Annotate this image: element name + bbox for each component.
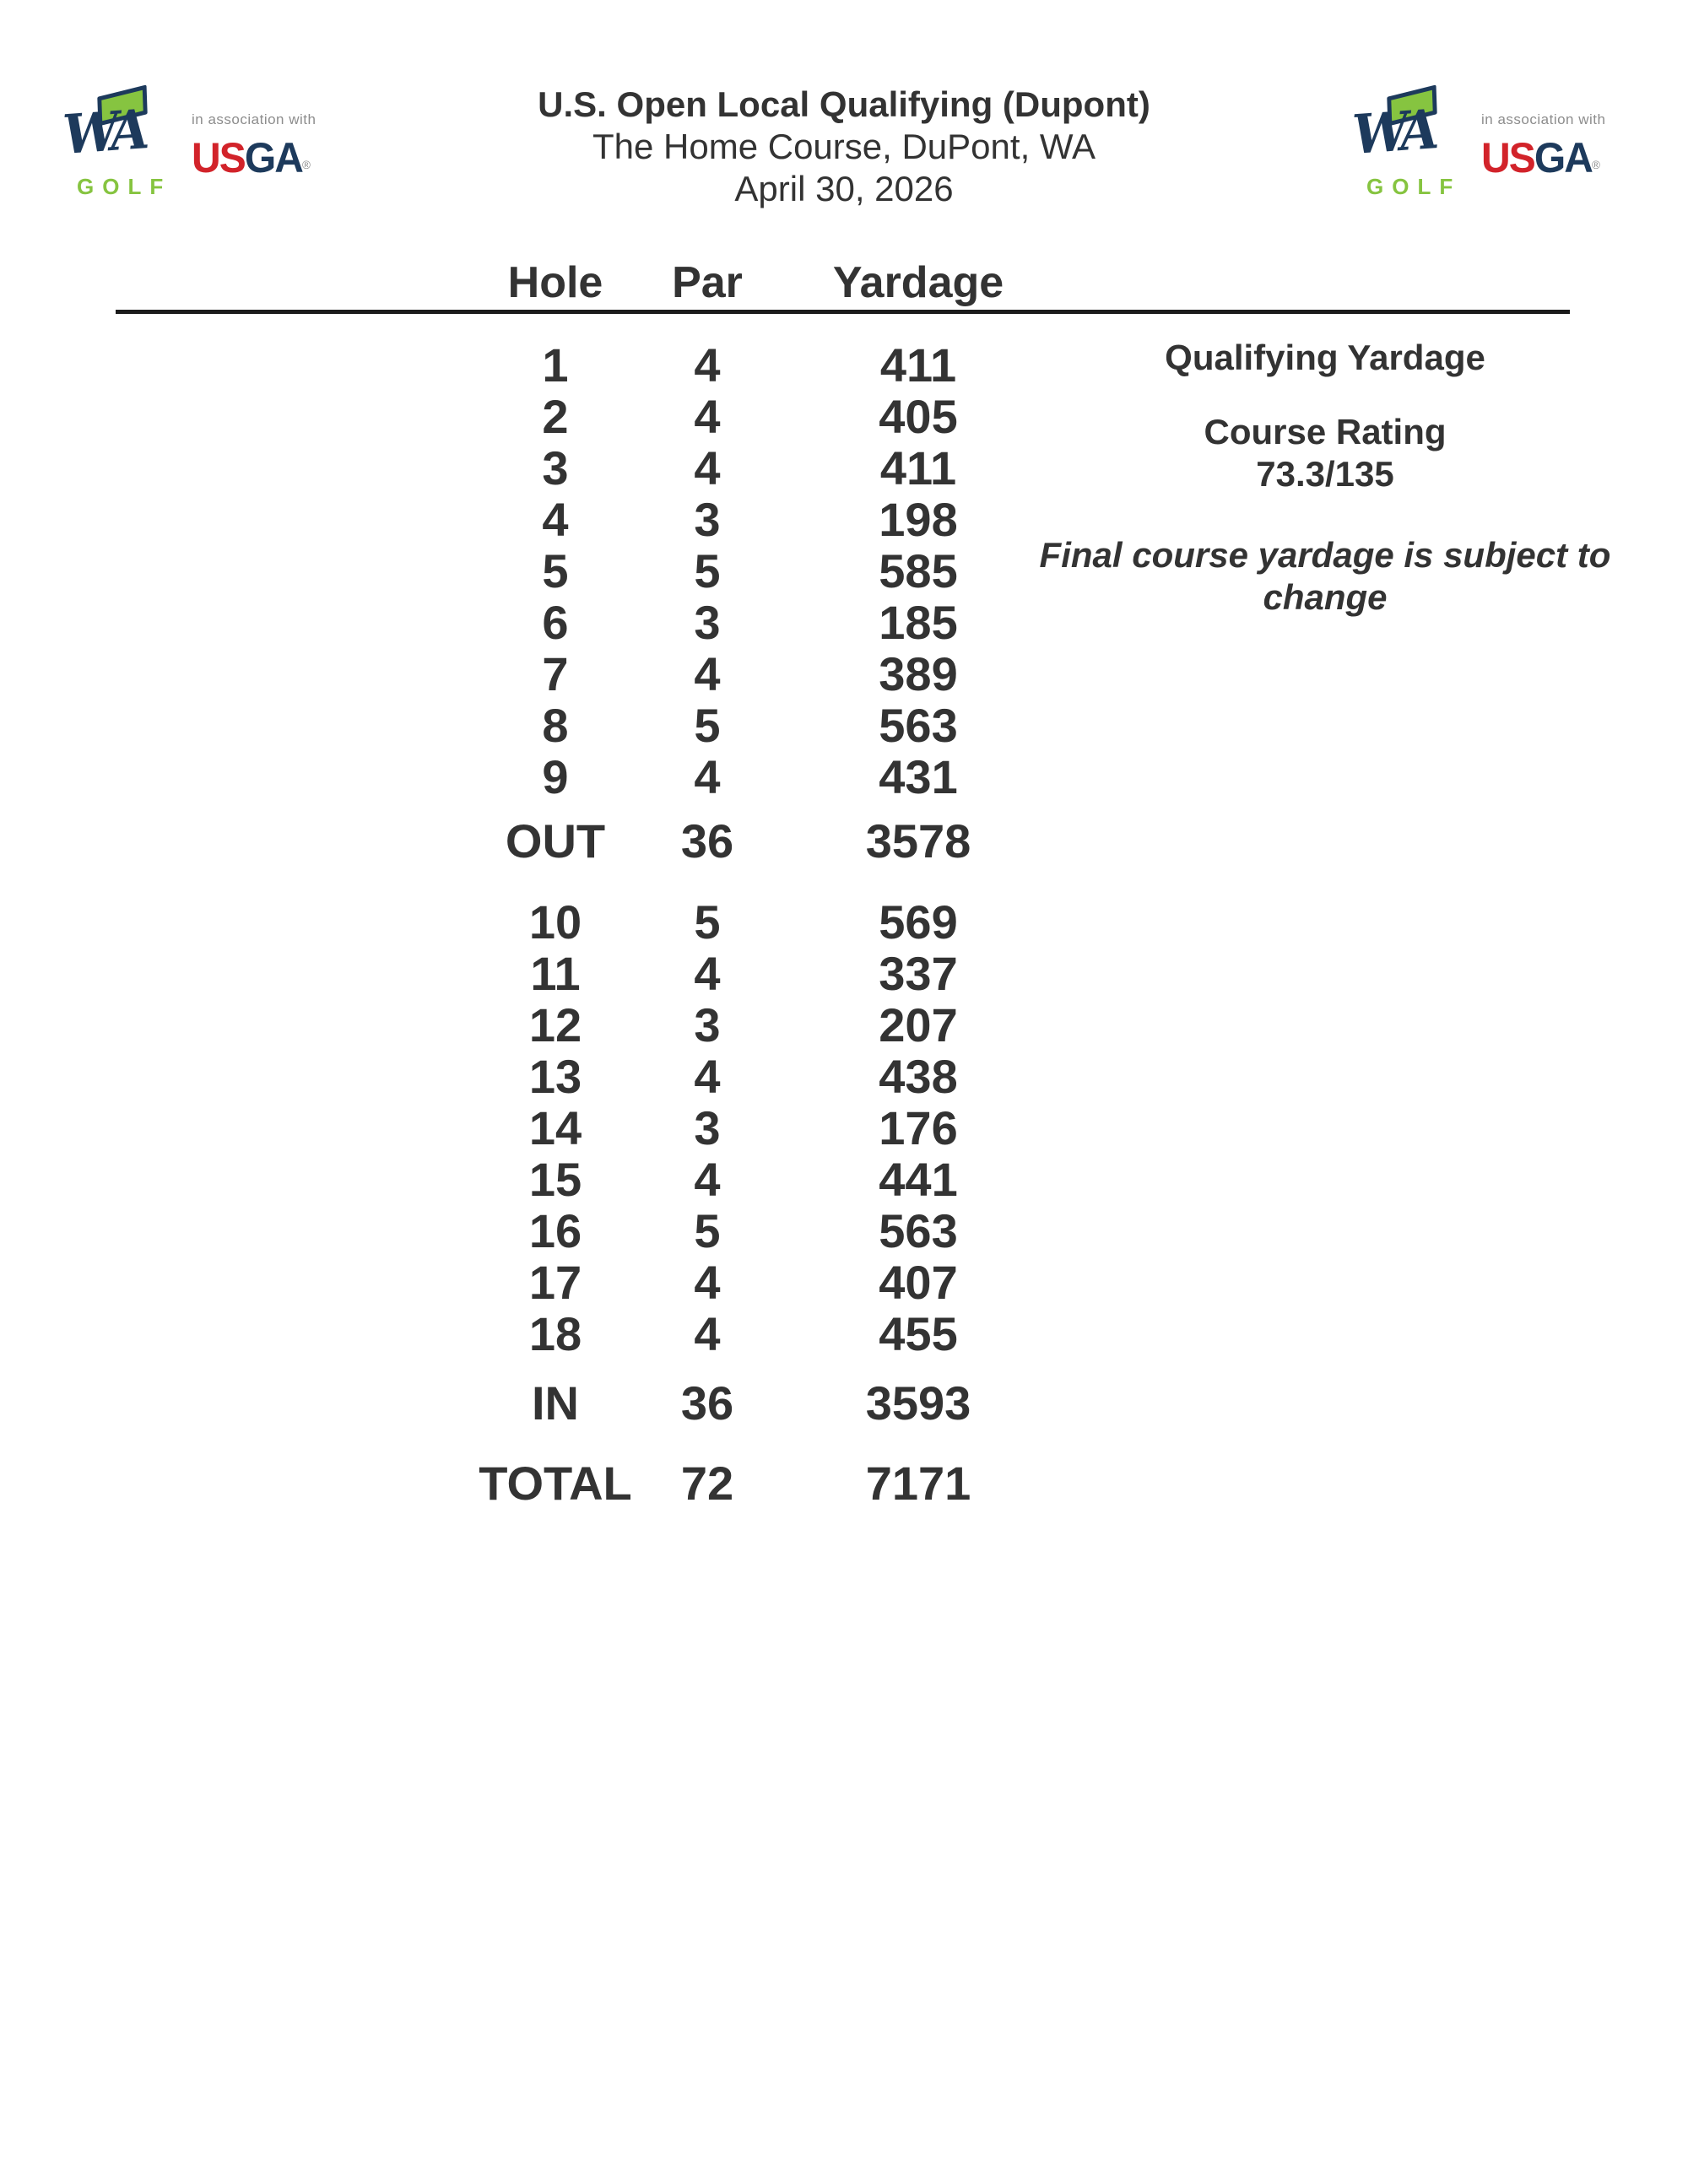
in-yardage: 3593 — [865, 1376, 971, 1430]
title-block — [0, 84, 1688, 210]
total-par: 72 — [680, 1457, 734, 1510]
qualifying-yardage-label: Qualifying Yardage — [1165, 338, 1485, 377]
hole-number: 8 — [542, 699, 569, 752]
column-header-hole: Hole — [507, 257, 603, 307]
page-title: U.S. Open Local Qualifying (Dupont) — [538, 84, 1150, 124]
in-par: 36 — [680, 1376, 734, 1430]
yardage-value: 407 — [879, 1256, 958, 1309]
hole-number: 3 — [542, 441, 569, 495]
table-row — [471, 896, 1062, 948]
yardage-value: 411 — [879, 338, 957, 392]
par-value: 3 — [694, 998, 721, 1051]
par-value: 4 — [694, 947, 721, 1000]
par-value: 4 — [694, 1050, 721, 1103]
hole-number: 16 — [528, 1204, 582, 1257]
table-row — [471, 648, 1062, 700]
par-value: 5 — [694, 699, 721, 752]
hole-number: 17 — [528, 1256, 582, 1309]
header-divider-line — [116, 310, 1570, 314]
yardage-value: 405 — [879, 390, 958, 443]
par-value: 4 — [694, 1307, 721, 1360]
yardage-value: 563 — [879, 699, 958, 752]
yardage-value: 455 — [879, 1307, 958, 1360]
course-rating-value: 73.3/135 — [1256, 454, 1394, 494]
par-value: 5 — [694, 544, 721, 597]
table-row — [471, 1102, 1062, 1154]
par-value: 5 — [694, 1204, 721, 1257]
registered-mark-icon: ® — [302, 158, 311, 171]
total-label: TOTAL — [479, 1457, 632, 1510]
par-value: 4 — [694, 750, 721, 803]
association-text: in association with — [1481, 111, 1606, 127]
hole-number: 14 — [528, 1101, 582, 1154]
par-value: 5 — [694, 895, 721, 949]
par-value: 4 — [694, 390, 721, 443]
course-name: The Home Course, DuPont, WA — [592, 127, 1096, 166]
out-yardage: 3578 — [865, 814, 971, 868]
table-row — [471, 597, 1062, 648]
out-total-row — [471, 815, 1062, 867]
table-row — [471, 391, 1062, 442]
table-row — [471, 494, 1062, 545]
hole-number: 2 — [542, 390, 569, 443]
table-row — [471, 339, 1062, 391]
hole-number: 9 — [542, 750, 569, 803]
column-header-yardage: Yardage — [832, 257, 1004, 307]
yardage-value: 438 — [879, 1050, 958, 1103]
yardage-value: 176 — [879, 1101, 958, 1154]
table-row — [471, 948, 1062, 999]
course-rating-label: Course Rating — [1204, 412, 1447, 451]
usga-ga-text: GA — [1534, 134, 1593, 181]
hole-number: 6 — [542, 596, 569, 649]
wa-script-text: WA — [61, 98, 146, 167]
yardage-value: 411 — [879, 441, 957, 495]
hole-number: 18 — [528, 1307, 582, 1360]
in-label: IN — [532, 1376, 579, 1430]
par-value: 4 — [694, 441, 721, 495]
par-value: 3 — [694, 493, 721, 546]
par-value: 4 — [694, 1256, 721, 1309]
table-row — [471, 1257, 1062, 1308]
table-row — [471, 1308, 1062, 1360]
hole-number: 4 — [542, 493, 569, 546]
table-row — [471, 999, 1062, 1051]
table-row — [471, 700, 1062, 751]
yardage-value: 185 — [879, 596, 958, 649]
par-value: 4 — [694, 647, 721, 700]
golf-wordmark: GOLF — [77, 174, 172, 199]
yardage-table — [471, 339, 1062, 1509]
par-value: 3 — [694, 1101, 721, 1154]
table-row — [471, 1154, 1062, 1205]
hole-number: 1 — [542, 338, 569, 392]
out-label: OUT — [505, 814, 606, 868]
table-row — [471, 1051, 1062, 1102]
par-value: 3 — [694, 596, 721, 649]
wa-script-text: WA — [1350, 98, 1436, 167]
grand-total-row — [471, 1457, 1062, 1509]
usga-us-text: US — [1481, 134, 1534, 181]
out-par: 36 — [680, 814, 734, 868]
yardage-value: 431 — [879, 750, 958, 803]
hole-number: 11 — [530, 947, 581, 1000]
yardage-value: 441 — [879, 1153, 958, 1206]
usga-us-text: US — [192, 134, 245, 181]
hole-number: 13 — [528, 1050, 582, 1103]
hole-number: 10 — [528, 895, 582, 949]
yardage-value: 337 — [879, 947, 958, 1000]
yardage-value: 569 — [879, 895, 958, 949]
hole-number: 12 — [528, 998, 582, 1051]
table-row — [471, 545, 1062, 597]
hole-number: 15 — [528, 1153, 582, 1206]
table-row — [471, 1205, 1062, 1257]
golf-wordmark: GOLF — [1366, 174, 1462, 199]
in-total-row — [471, 1377, 1062, 1429]
column-header-par: Par — [672, 257, 743, 307]
table-row — [471, 442, 1062, 494]
association-text: in association with — [192, 111, 316, 127]
event-date: April 30, 2026 — [734, 169, 954, 208]
yardage-value: 585 — [879, 544, 958, 597]
yardage-value: 389 — [879, 647, 958, 700]
table-row — [471, 751, 1062, 803]
registered-mark-icon: ® — [1592, 158, 1600, 171]
hole-number: 5 — [542, 544, 569, 597]
par-value: 4 — [694, 338, 721, 392]
yardage-value: 198 — [879, 493, 958, 546]
hole-number: 7 — [542, 647, 569, 700]
yardage-value: 563 — [879, 1204, 958, 1257]
usga-ga-text: GA — [244, 134, 303, 181]
total-yardage: 7171 — [865, 1457, 971, 1510]
table-header-row — [471, 257, 1062, 308]
yardage-disclaimer: Final course yardage is subject to change — [1039, 535, 1611, 617]
par-value: 4 — [694, 1153, 721, 1206]
yardage-value: 207 — [879, 998, 958, 1051]
